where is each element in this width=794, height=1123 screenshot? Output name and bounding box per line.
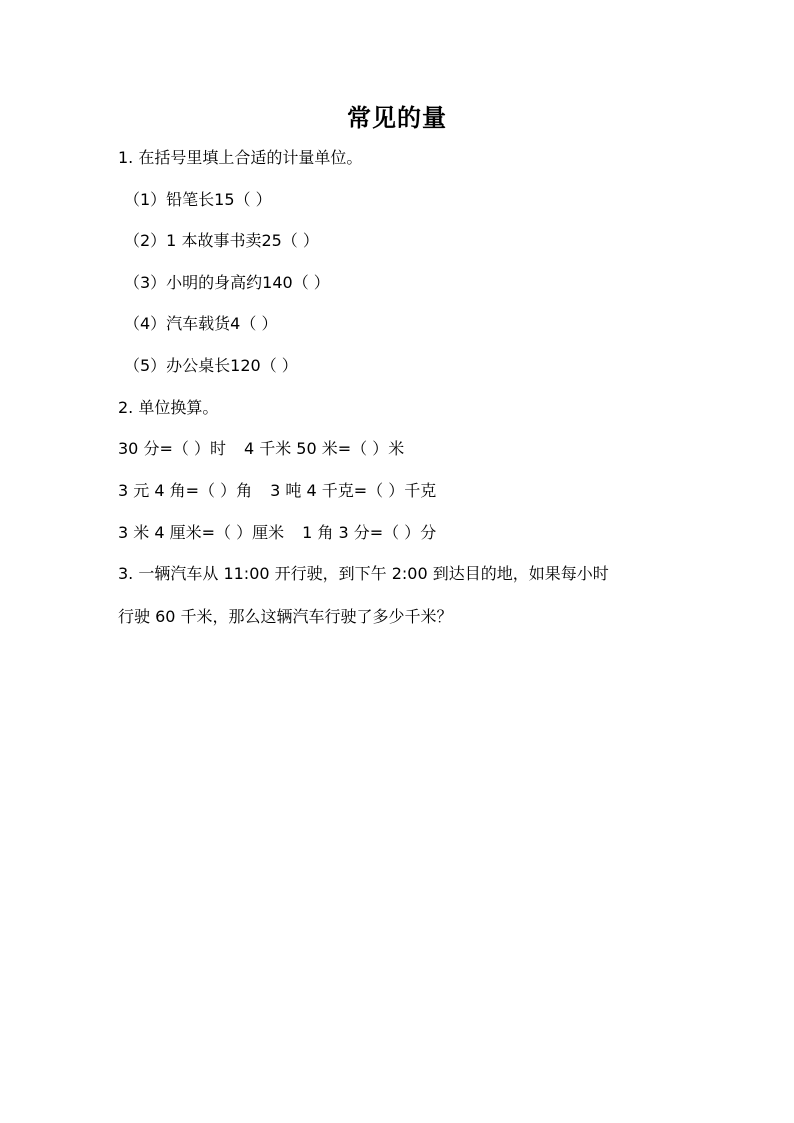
conversion-item: 3 元 4 角=（ ）角 xyxy=(118,481,253,500)
conversion-item: 1 角 3 分=（ ）分 xyxy=(302,523,437,542)
conversion-item: 3 米 4 厘米=（ ）厘米 xyxy=(118,523,285,542)
question-1-item-4: （4）汽车载货4（ ） xyxy=(124,314,278,333)
question-1-item-5: （5）办公桌长120（ ） xyxy=(124,356,298,375)
question-3-line-1: 3. 一辆汽车从 11:00 开行驶，到下午 2:00 到达目的地，如果每小时 xyxy=(118,564,609,583)
question-3-line-2: 行驶 60 千米，那么这辆汽车行驶了多少千米？ xyxy=(118,607,453,626)
question-1-item-3: （3）小明的身高约140（ ） xyxy=(124,273,330,292)
question-2-heading: 2. 单位换算。 xyxy=(118,398,219,417)
question-1-item-2: （2）1 本故事书卖25（ ） xyxy=(124,231,319,250)
conversion-row xyxy=(118,479,436,503)
conversion-row xyxy=(118,437,404,461)
conversion-item: 3 吨 4 千克=（ ）千克 xyxy=(270,481,437,500)
conversion-row xyxy=(118,521,436,545)
question-1-item-1: （1）铅笔长15（ ） xyxy=(124,190,272,209)
conversion-item: 30 分=（ ）时 xyxy=(118,439,226,458)
page-title: 常见的量 xyxy=(347,104,447,132)
conversion-item: 4 千米 50 米=（ ）米 xyxy=(243,439,405,458)
question-1-heading: 1. 在括号里填上合适的计量单位。 xyxy=(118,148,363,167)
